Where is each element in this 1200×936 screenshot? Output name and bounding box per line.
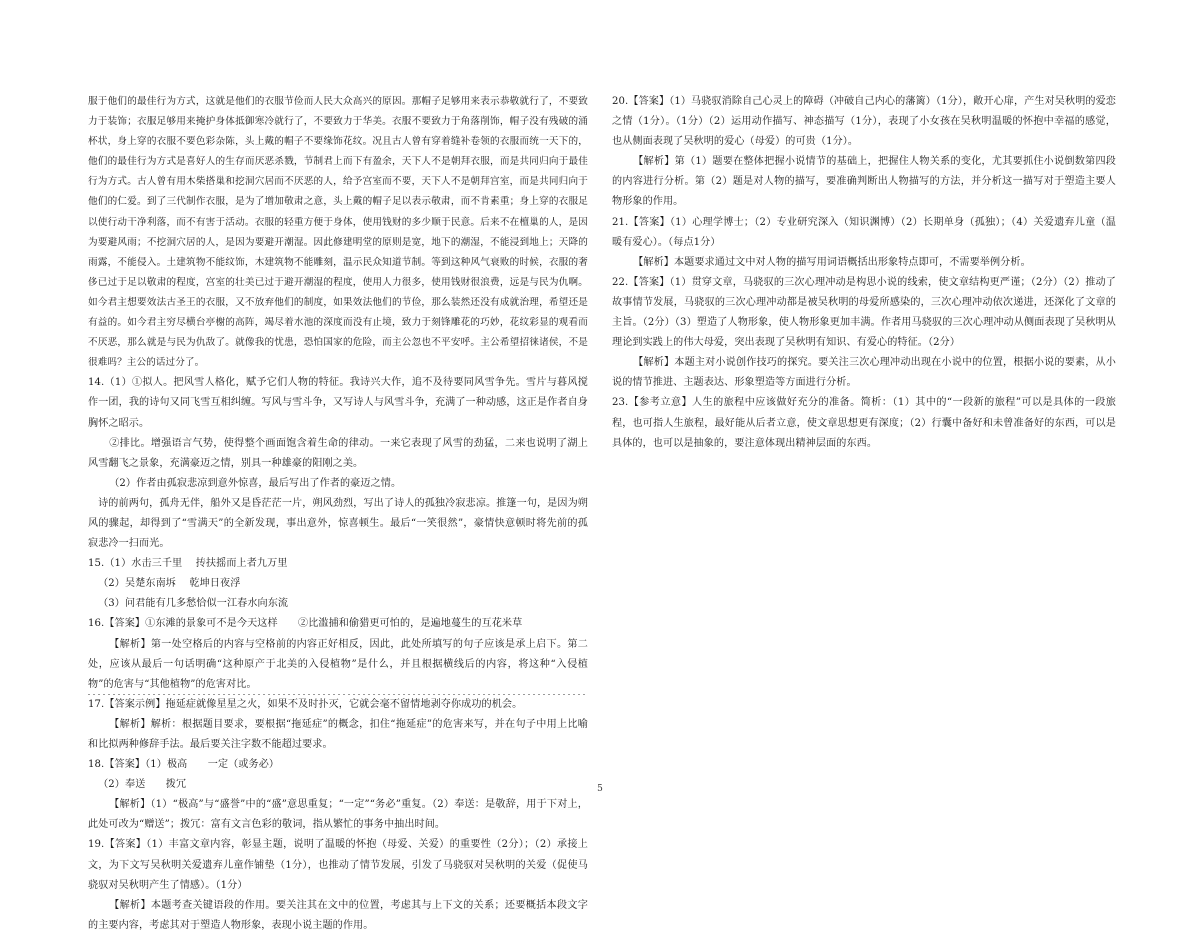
answer-14-parallelism: ②排比。增强语言气势，使得整个画面饱含着生命的律动。一来它表现了风雪的劲猛，二来也说明了湖上风雪翻飞之景象，充满豪迈之情，别具一种雄豪的阳刚之美。 (88, 437, 588, 469)
answer-15-line1: 15.（1）水击三千里 抟扶摇而上者九万里 (88, 558, 288, 570)
answer-22-analysis: 【解析】本题主对小说创作技巧的探究。要关注三次心理冲动出现在小说中的位置，根据小说的要素，从小说的情节推进、主题表达、形象塑造等方面进行分析。 (612, 357, 1116, 389)
answer-16: 16.【答案】①东滩的景象可不是今天这样 ②比滥捕和偷猎更可怕的，是遍地蔓生的互花米草 (88, 618, 523, 630)
answer-14-part2: （2）作者由孤寂悲凉到意外惊喜，最后写出了作者的豪迈之情。 (109, 477, 402, 489)
answer-14-part1: 14.（1）①拟人。把风雪人格化，赋予它们人物的特征。我诗兴大作，追不及待要同风雪争先。雪片与暮风搅作一团，我的诗句又同飞雪互相纠缠。写风与雪斗争，又写诗人与风雪斗争，充满了一种动感，这正是作者自身胸怀之昭示。 (88, 377, 588, 429)
answer-21-analysis: 【解析】本题要求通过文中对人物的描写用词语概括出形象特点即可，不需要举例分析。 (633, 256, 1031, 268)
answer-15-line3: （3）问君能有几多愁恰似一江春水向东流 (98, 598, 289, 610)
answer-21: 21.【答案】（1）心理学博士；（2）专业研究深入（知识渊博）（2）长期单身（孤独）；（4）关爱遗弃儿童（温暖有爱心）。（每点1分） (612, 216, 1116, 248)
answer-15-line2: （2）吴楚东南坼 乾坤日夜浮 (98, 578, 241, 590)
answer-22: 22.【答案】（1）贯穿文章，马骁驭的三次心理冲动是构思小说的线索，使文章结构更严谨；（2分）（2）推动了故事情节发展，马骁驭的三次心理冲动都是被吴秋明的母爱所感染的，三次心理冲动依次递进，还深化了文章的主旨。（2分）（3）塑造了人物形象，使人物形象更加丰满。作者用马骁驭的三次心理冲动从侧面表现了吴秋明从理论到实践上的伟大母爱，突出表现了吴秋明有知识、有爱心的特征。（2分） (612, 276, 1116, 349)
answer-17-analysis: 【解析】解析：根据题目要求，要根据“拖延症”的概念，扣住“拖延症”的危害来写，并在句子中用上比喻和比拟两种修辞手法。最后要关注字数不能超过要求。 (88, 718, 588, 750)
passage-translation-continued: 服于他们的最佳行为方式，这就是他们的衣服节俭而人民大众高兴的原因。那帽子足够用来表示恭敬就行了，不要致力于装饰；衣服足够用来掩护身体抵御寒冷就行了，不要致力于华美。衣服不要致力于角落削饰，帽子没有残破的涌杯状，身上穿的衣服不要色彩杂陈，头上戴的帽子不要缘饰花纹。况且古人曾有穿着缝补卷领的衣服而统一天下的，他们的最佳行为方式是喜好人的生存而厌恶杀戮，节制君上而下有盈余，天下人不是朝拜衣服，而是共同归向于最佳行为方式。古人曾有用木柴搭巢和挖洞穴居而不厌恶的人，给予宫室而不要，天下人不是朝拜宫室，而是共同归向于他们的仁爱。到了三代制作衣服，是为了增加敬肃之意，头上戴的帽子足以表示敬肃，而不肯素重；身上穿的衣服足以使行动干净利落，而不有害于活动。衣服的轻重方便于身体，使用钱财的多少顺于民意。后来不在檀巢的人，是因为要避风雨；不挖洞穴居的人，是因为要避开潮湿。因此修建明堂的原则是宽，地下的潮湿，不能浸到地上；天降的雨露，不能侵入。土建筑物不能纹饰，木建筑物不能雕刻，温示民众知道节制。等到这种风气衰败的时候，衣服的奢侈已过于足以敬肃的程度，宫室的壮美已过于避开潮湿的程度，使用人力很多，使用钱财很浪费，远是与民为仇啊。如今君主想要效法古圣王的衣服，又不放弃他们的制度，如果效法他们的节俭，那么装然还没有成就治理，希望还是有益的。如今君主穷尽横台亭榭的高阵，竭尽着水池的深度而没有止境，致力于刻锋雕花的巧妙，花纹彩显的观看而不厌恶，那么就是与民为仇敌了。就像我的忧患，恐怕国家的危险，而主公忽也不平安呼。主公希望招徕诸侯，不是很难吗？主公的话过分了。 (88, 96, 588, 369)
answer-18-line2: （2）奉送 拨冗 (98, 779, 187, 791)
answer-18-analysis: 【解析】（1）“极高”与“盛誉”中的“盛”意思重复；“一定”“务必”重复。（2）奉送：是敬辞，用于下对上，此处可改为“赠送”；拨冗：富有文言色彩的敬词，指从繁忙的事务中抽出时间。 (88, 799, 588, 831)
left-column (88, 92, 588, 936)
right-column (612, 92, 1116, 454)
answer-16-analysis: 【解析】第一处空格后的内容与空格前的内容正好相反，因此，此处所填写的句子应该是承上启下。第二处，应该从最后一句话明确“这种原产于北美的入侵植物”是什么，并且根据横线后的内容，将这种“入侵植物”的危害与“其他植物”的危害对比。 (88, 635, 588, 695)
answer-18: 18.【答案】（1）极高 一定（或务必） (88, 759, 280, 771)
answer-20-analysis: 【解析】第（1）题要在整体把握小说情节的基础上，把握住人物关系的变化，尤其要抓住小说倒数第四段的内容进行分析。第（2）题是对人物的描写，要准确判断出人物描写的方法，并分析这一描写对于塑造主要人物形象的作用。 (612, 156, 1116, 208)
page-number: 5 (597, 784, 603, 794)
answer-17: 17.【答案示例】拖延症就像星星之火，如果不及时扑灭，它就会毫不留情地剥夺你成功的机会。 (88, 698, 523, 710)
answer-14-analysis: 诗的前两句，孤舟无伴，船外又是昏茫茫一片，朔风劲烈，写出了诗人的孤独冷寂悲凉。推篷一句，是因为朔风的骤起，却得到了“雪满天”的全新发现，事出意外，惊喜顿生。最后“一笑很然”，豪情快意顿时将先前的孤寂悲冷一扫而光。 (88, 497, 588, 550)
answer-19: 19.【答案】（1）丰富文章内容，彰显主题，说明了温暖的怀抱（母爱、关爱）的重要性（2分）；（2）承接上文，为下文写吴秋明关爱遗弃儿童作铺垫（1分），也推动了情节发展，引发了马骁驭对吴秋明的关爱（促使马骁驭对吴秋明产生了情感）。（1分） (88, 839, 588, 891)
answer-20: 20.【答案】（1）马骁驭消除自己心灵上的障碍（冲破自己内心的藩篱）（1分），敞开心扉，产生对吴秋明的爱恋之情（1分）。（1分）（2）运用动作描写、神态描写（1分），表现了小女孩在吴秋明温暖的怀抱中幸福的感觉，也从侧面表现了吴秋明的爱心（母爱）的可贵（1分）。 (612, 96, 1116, 148)
answer-23: 23.【参考立意】人生的旅程中应该做好充分的准备。简析：（1）其中的“一段新的旅程”可以是具体的一段旅程，也可指人生旅程，最好能从后者立意，使文章思想更有深度；（2）行囊中备好和未曾准备好的东西，可以是具体的，也可以是抽象的，要注意体现出精神层面的东西。 (612, 397, 1116, 449)
answer-19-analysis: 【解析】本题考查关键语段的作用。要关注其在文中的位置，考虑其与上下文的关系；还要概括本段文字的主要内容，考虑其对于塑造人物形象，表现小说主题的作用。 (88, 899, 588, 931)
